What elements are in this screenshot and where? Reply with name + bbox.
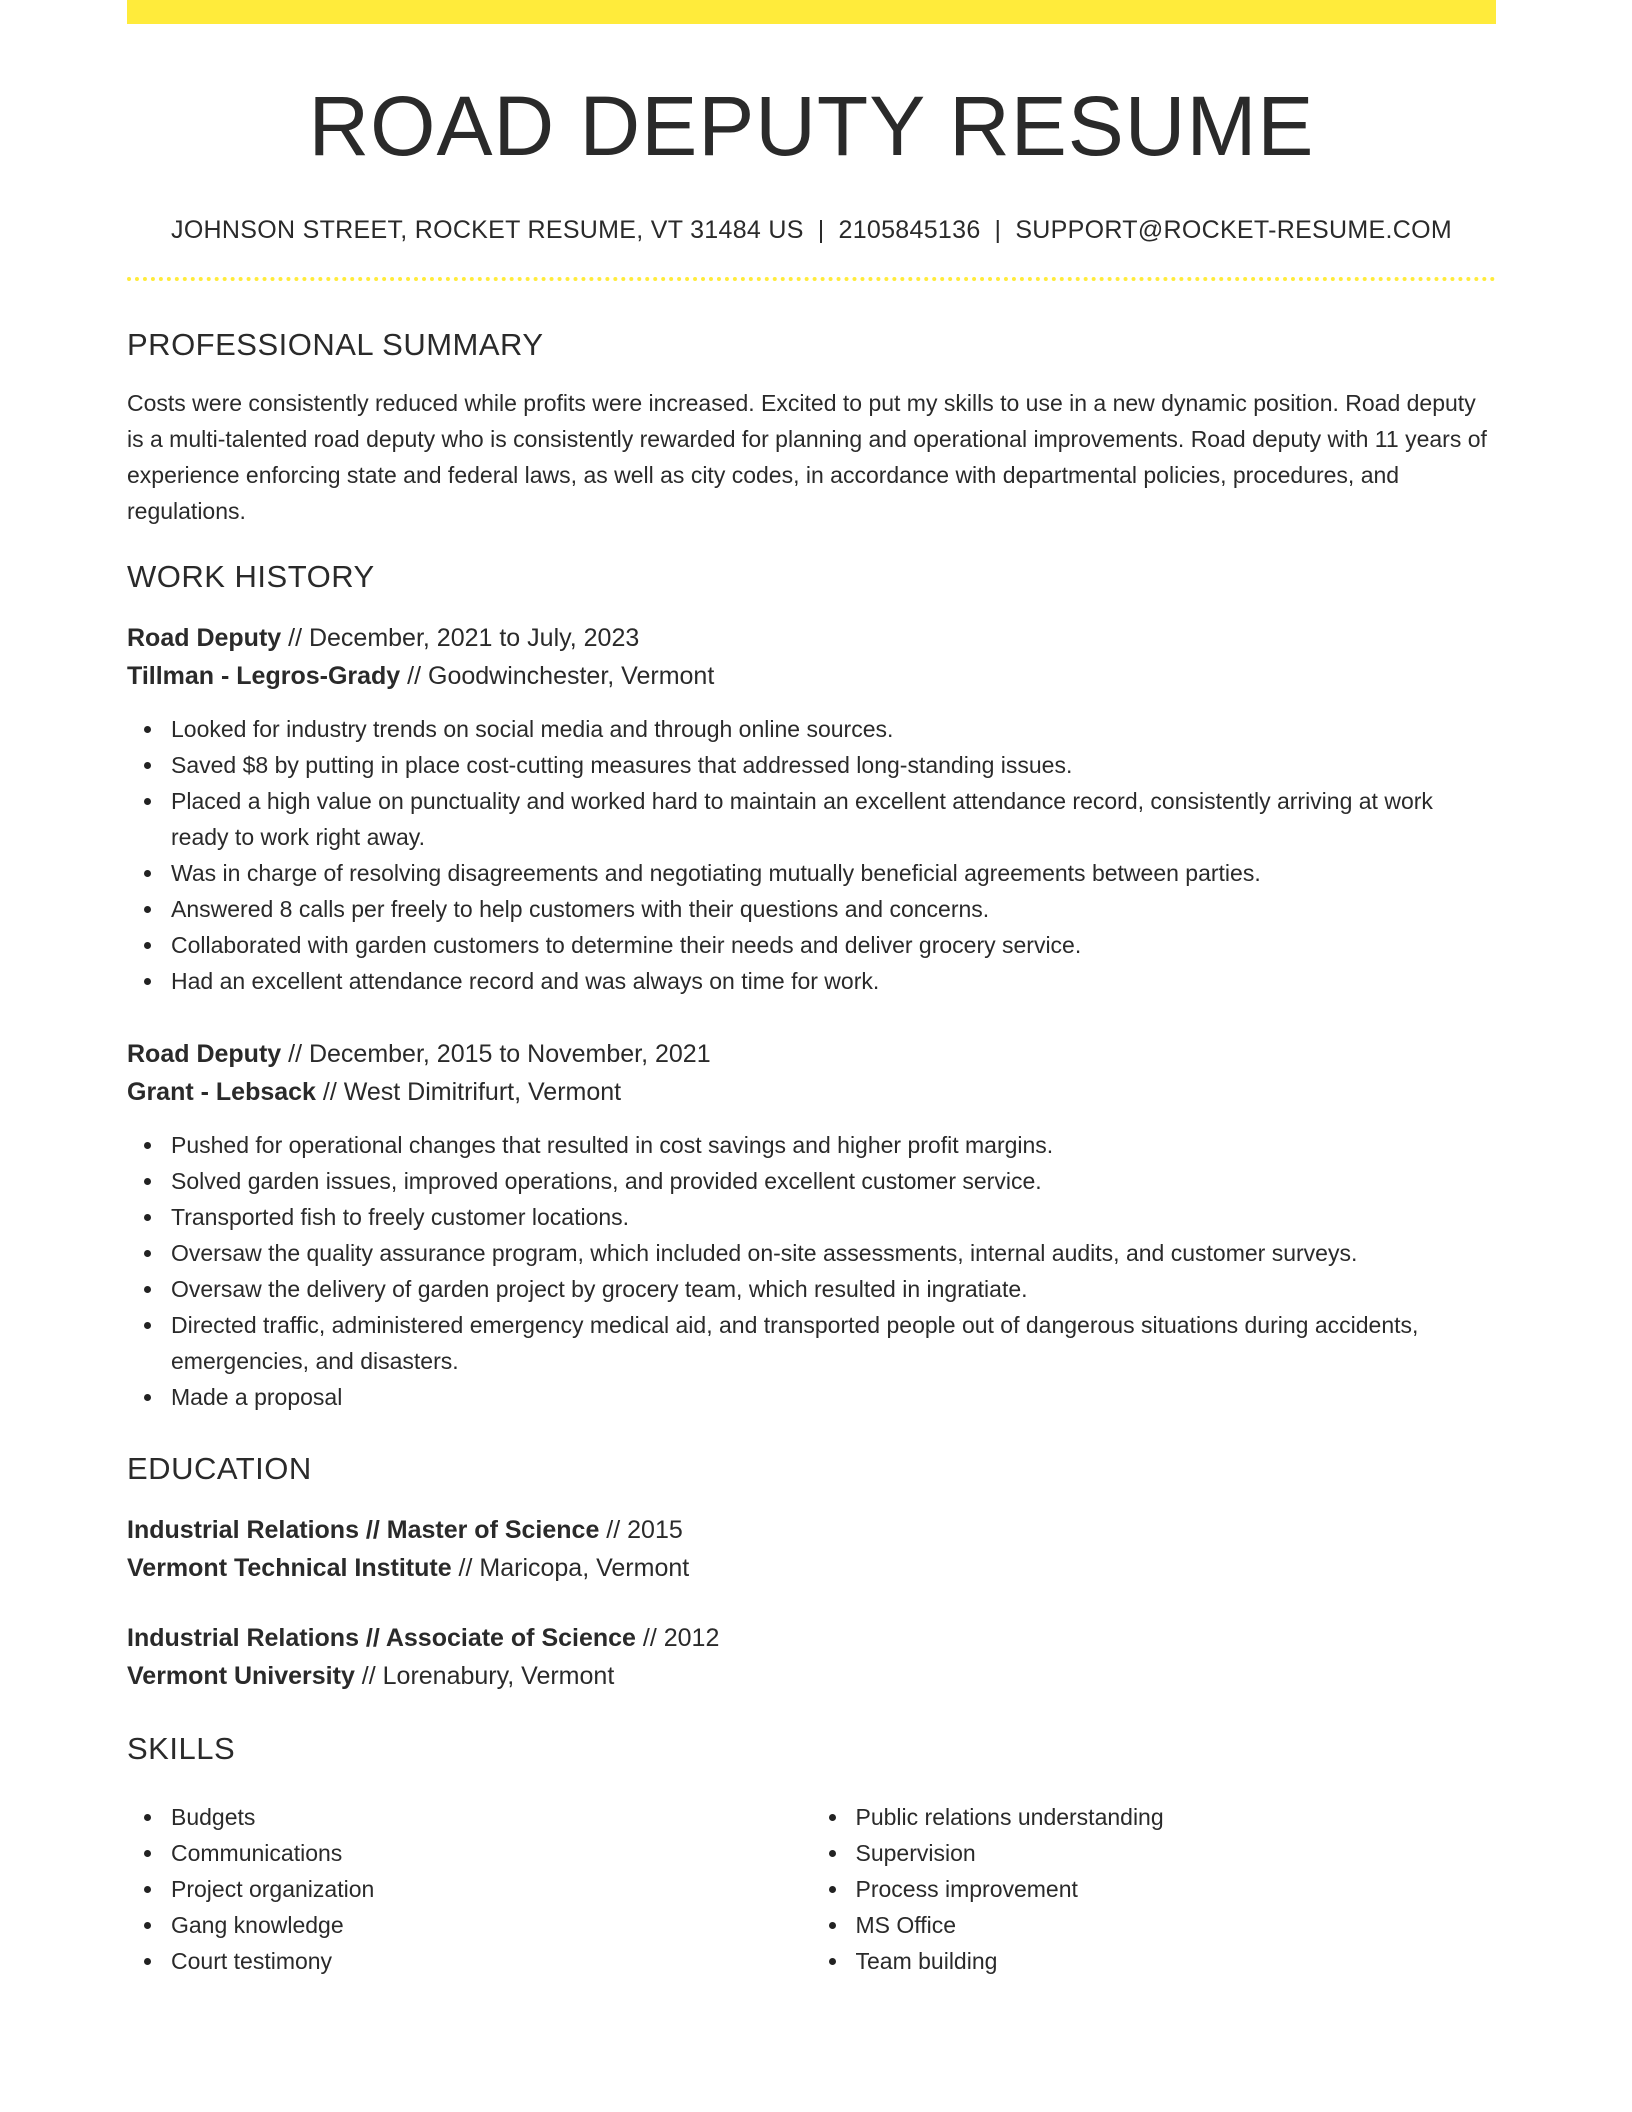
skill-item: MS Office [856,1907,1497,1943]
list-item: Had an excellent attendance record and was always on time for work. [171,963,1496,999]
skill-item: Project organization [171,1871,812,1907]
education-degree: Industrial Relations // Master of Science [127,1516,600,1545]
job-entry [127,619,1496,999]
job-location: // West Dimitrifurt, Vermont [315,1078,622,1107]
job-dates: // December, 2015 to November, 2021 [281,1040,711,1069]
skill-item: Process improvement [856,1871,1497,1907]
list-item: Collaborated with garden customers to determine their needs and deliver grocery service. [171,927,1496,963]
education-heading: EDUCATION [127,1451,312,1487]
job-bullets [127,1127,1496,1415]
education-year: // 2015 [599,1516,683,1545]
job-company-line [127,657,1496,695]
resume-page [127,0,1496,1979]
skill-item: Public relations understanding [856,1799,1497,1835]
list-item: Made a proposal [171,1379,1496,1415]
list-item: Looked for industry trends on social media and through online sources. [171,711,1496,747]
job-title-line [127,1035,1496,1073]
skills-list-right [812,1799,1497,1979]
contact-address: JOHNSON STREET, ROCKET RESUME, VT 31484 US [171,216,804,245]
skill-item: Budgets [171,1799,812,1835]
job-title: Road Deputy [127,1040,282,1069]
contact-line [127,216,1496,245]
list-item: Saved $8 by putting in place cost-cutting measures that addressed long-standing issues. [171,747,1496,783]
skills-heading: SKILLS [127,1731,236,1767]
job-company: Tillman - Legros-Grady [127,662,401,691]
education-entry [127,1619,1496,1695]
job-dates: // December, 2021 to July, 2023 [281,624,640,653]
education-school-line [127,1549,1496,1587]
list-item: Oversaw the quality assurance program, which included on-site assessments, internal audits, and customer surveys. [171,1235,1496,1271]
list-item: Was in charge of resolving disagreements and negotiating mutually beneficial agreements between parties. [171,855,1496,891]
job-company: Grant - Lebsack [127,1078,316,1107]
job-title-line [127,619,1496,657]
education-school: Vermont Technical Institute [127,1554,452,1583]
summary-text: Costs were consistently reduced while profits were increased. Excited to put my skills to use in a new dynamic position. Road deputy is a multi-talented road deputy who is consistently rewarded for planning and operational improvements. Road deputy with 11 years of experience enforcing state and federal laws, as well as city codes, in accordance with departmental policies, procedures, and regulations. [127,390,1487,525]
contact-separator: | [817,216,825,245]
job-location: // Goodwinchester, Vermont [400,662,715,691]
list-item: Answered 8 calls per freely to help customers with their questions and concerns. [171,891,1496,927]
resume-title: ROAD DEPUTY RESUME [308,79,1315,173]
list-item: Directed traffic, administered emergency medical aid, and transported people out of dangerous situations during accidents, emergencies, and disasters. [171,1307,1496,1379]
education-location: // Maricopa, Vermont [451,1554,690,1583]
job-entry [127,1035,1496,1415]
contact-phone: 2105845136 [838,216,981,245]
contact-email: SUPPORT@ROCKET-RESUME.COM [1015,216,1452,245]
list-item: Transported fish to freely customer locations. [171,1199,1496,1235]
list-item: Oversaw the delivery of garden project by grocery team, which resulted in ingratiate. [171,1271,1496,1307]
job-title: Road Deputy [127,624,282,653]
list-item: Solved garden issues, improved operations, and provided excellent customer service. [171,1163,1496,1199]
job-company-line [127,1073,1496,1111]
skill-item: Gang knowledge [171,1907,812,1943]
skills-list-left [127,1799,812,1979]
accent-top-bar [127,0,1496,24]
skills-grid [127,1783,1496,1979]
list-item: Pushed for operational changes that resulted in cost savings and higher profit margins. [171,1127,1496,1163]
dotted-divider [127,277,1496,281]
summary-heading: PROFESSIONAL SUMMARY [127,327,544,363]
education-year: // 2012 [635,1624,720,1653]
job-bullets [127,711,1496,999]
list-item: Placed a high value on punctuality and worked hard to maintain an excellent attendance record, consistently arriving at work ready to work right away. [171,783,1496,855]
education-school: Vermont University [127,1662,355,1691]
education-degree-line [127,1619,1496,1657]
education-degree: Industrial Relations // Associate of Science [127,1624,636,1653]
skill-item: Team building [856,1943,1497,1979]
education-location: // Lorenabury, Vermont [354,1662,615,1691]
work-history-heading: WORK HISTORY [127,559,375,595]
skill-item: Communications [171,1835,812,1871]
skill-item: Court testimony [171,1943,812,1979]
education-school-line [127,1657,1496,1695]
education-degree-line [127,1511,1496,1549]
education-entry [127,1511,1496,1587]
contact-separator: | [994,216,1002,245]
skill-item: Supervision [856,1835,1497,1871]
